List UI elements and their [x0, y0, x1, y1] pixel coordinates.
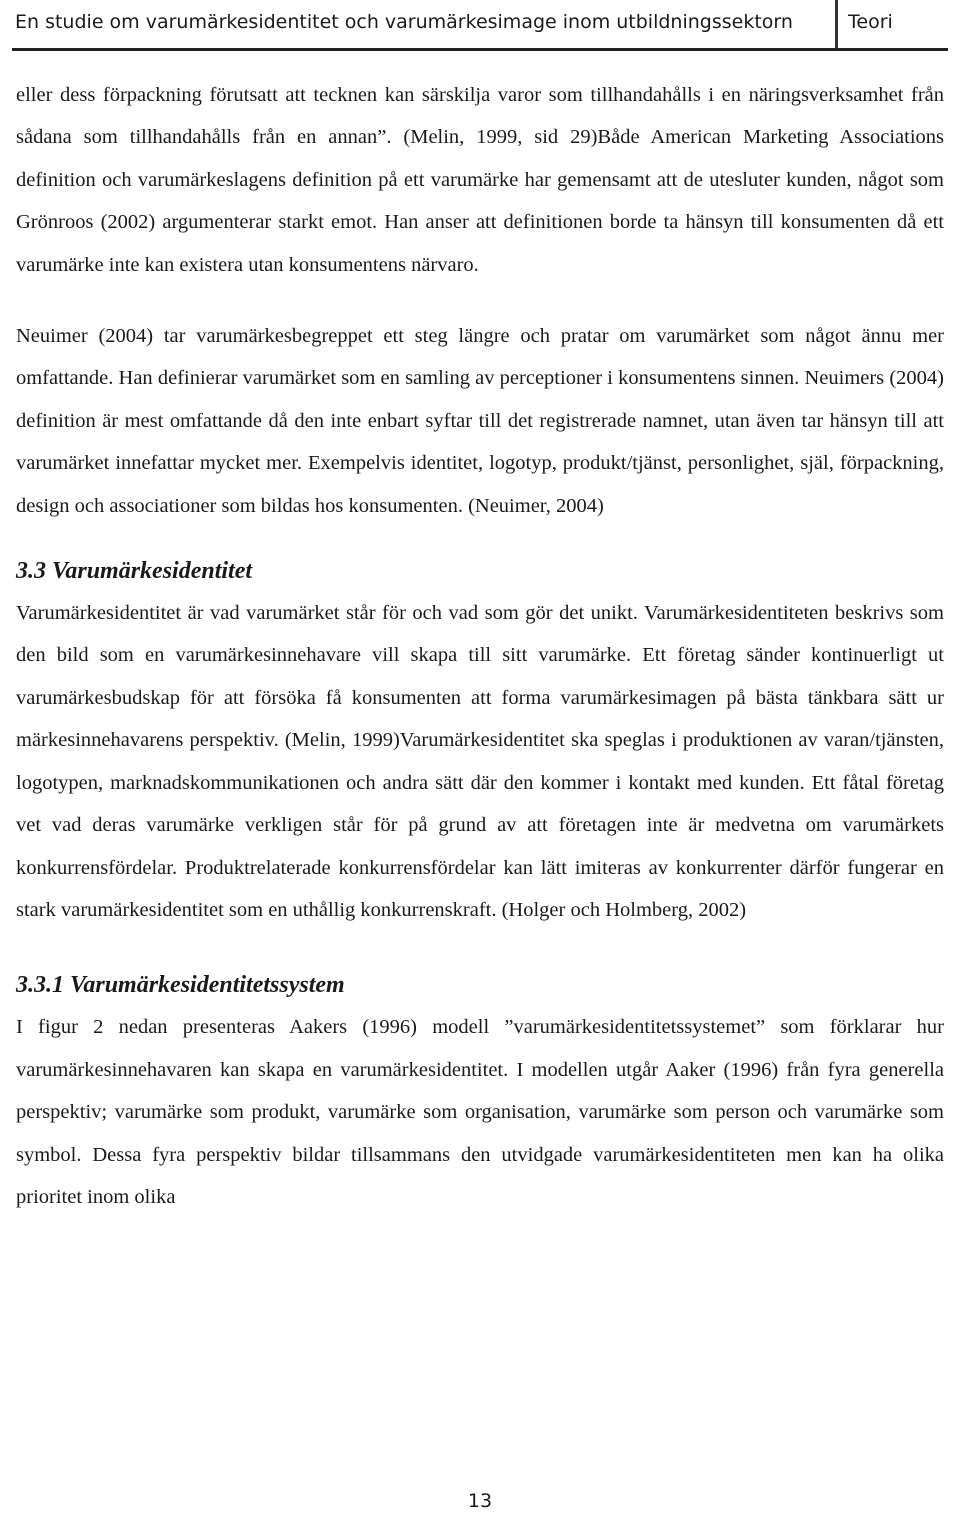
page-number: 13: [467, 1490, 493, 1512]
heading-3-3: 3.3 Varumärkesidentitet: [16, 558, 253, 585]
document-title: En studie om varumärkesidentitet och varumärkesimage inom utbildningssektorn: [15, 11, 793, 33]
heading-3-3-1: 3.3.1 Varumärkesidentitetssystem: [16, 972, 345, 999]
header-separator: [835, 0, 838, 48]
section-label: Teori: [848, 11, 893, 33]
paragraph-identity-system: I figur 2 nedan presenteras Aakers (1996) modell ”varumärkesidentitetssystemet” som förklarar hur varumärkesinnehavaren kan skapa en varumärkesidentitet. I modellen utgår Aaker (1996) från fyra generella perspektiv; varumärke som produkt, varumärke som organisation, varumärke som person och varumärke som symbol. Dessa fyra perspektiv bildar tillsammans den utvidgade varumärkesidentiteten men kan ha olika prioritet inom olika: [16, 1016, 944, 1208]
paragraph-identity: Varumärkesidentitet är vad varumärket står för och vad som gör det unikt. Varumärkesidentiteten beskrivs som den bild som en varumärkesinnehavare vill skapa till sitt varumärke. Ett företag sänder kontinuerligt ut varumärkesbudskap för att försöka få konsumenten att forma varumärkesimagen på bästa tänkbara sätt ur märkesinnehavarens perspektiv. (Melin, 1999)Varumärkesidentitet ska speglas i produktionen av varan/tjänsten, logotypen, marknadskommunikationen och andra sätt där den kommer i kontakt med kunden. Ett fåtal företag vet vad deras varumärke verkligen står för på grund av att företagen inte är medvetna om varumärkets konkurrensfördelar. Produktrelaterade konkurrensfördelar kan lätt imiteras av konkurrenter därför fungerar en stark varumärkesidentitet som en uthållig konkurrenskraft. (Holger och Holmberg, 2002): [16, 602, 944, 921]
page-header: [0, 0, 960, 50]
page-body: [16, 74, 944, 1218]
header-rule: [12, 48, 948, 51]
paragraph-definition-continued: eller dess förpackning förutsatt att tecknen kan särskilja varor som tillhandahålls i en näringsverksamhet från sådana som tillhandahålls från en annan”. (Melin, 1999, sid 29)Både American Marketing Associations definition och varumärkeslagens definition på ett varumärke har gemensamt att de utesluter kunden, något som Grönroos (2002) argumenterar starkt emot. Han anser att definitionen borde ta hänsyn till konsumenten då ett varumärke inte kan existera utan konsumentens närvaro.: [16, 84, 944, 276]
paragraph-neuimer: Neuimer (2004) tar varumärkesbegreppet ett steg längre och pratar om varumärket som något ännu mer omfattande. Han definierar varumärket som en samling av perceptioner i konsumentens sinnen. Neuimers (2004) definition är mest omfattande då den inte enbart syftar till det registrerade namnet, utan även tar hänsyn till att varumärket innefattar mycket mer. Exempelvis identitet, logotyp, produkt/tjänst, personlighet, själ, förpackning, design och associationer som bildas hos konsumenten. (Neuimer, 2004): [16, 325, 944, 517]
